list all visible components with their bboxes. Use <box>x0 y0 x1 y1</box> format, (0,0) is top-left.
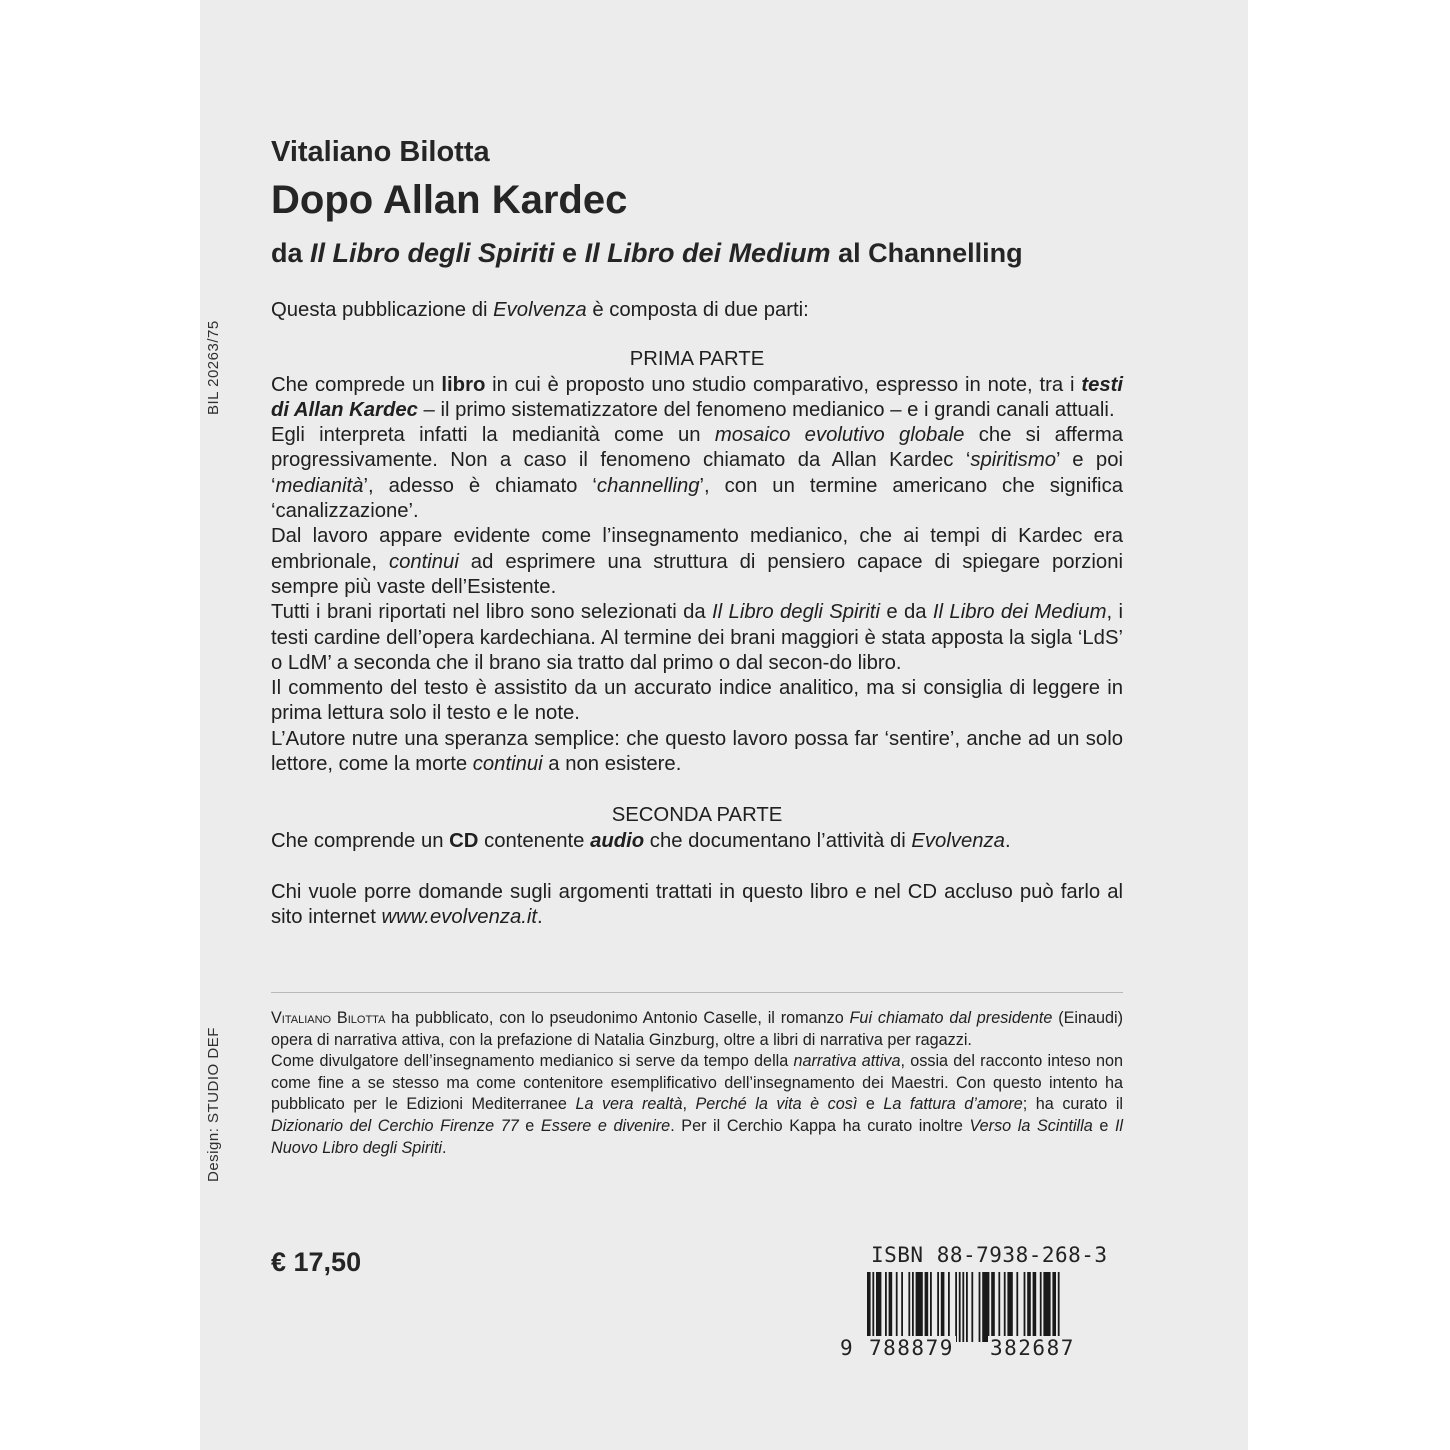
barcode-bar <box>971 1272 973 1342</box>
catalog-code: BIL 20263/75 <box>205 320 222 415</box>
barcode-right-digits: 382687 <box>990 1336 1075 1360</box>
book-title: Dopo Allan Kardec <box>271 178 628 222</box>
barcode-bar <box>1052 1272 1056 1342</box>
barcode-bar <box>925 1272 929 1342</box>
barcode-bar <box>955 1272 957 1342</box>
design-credit: Design: STUDIO DEF <box>205 1027 222 1182</box>
book-back-cover <box>200 0 1248 1450</box>
barcode-bar <box>1007 1272 1012 1342</box>
barcode-bar <box>998 1272 1000 1342</box>
barcode-bar <box>1043 1272 1050 1342</box>
barcode-bar <box>1033 1272 1037 1342</box>
barcode-bar <box>876 1272 881 1342</box>
barcode-bar <box>1040 1272 1042 1342</box>
barcode-bar <box>889 1272 893 1342</box>
author-bio <box>271 1008 1123 1159</box>
part-one-paragraph-5: Il commento del testo è assistito da un accurato indice analitico, ma si consiglia di leggere in prima lettura solo il testo e le note. <box>271 677 1123 725</box>
section-divider <box>271 992 1123 993</box>
price-label: € 17,50 <box>271 1247 362 1277</box>
barcode-bar <box>982 1272 989 1342</box>
barcode-bar <box>1024 1272 1026 1342</box>
contact-paragraph: Chi vuole porre domande sugli argomenti trattati in questo libro e nel CD accluso può farlo al sito internet www.evolvenza.it. <box>271 880 1123 929</box>
part-one-paragraph-4: Tutti i brani riportati nel libro sono selezionati da Il Libro degli Spiriti e da Il Libro dei Medium, i testi cardine dell’opera kardechiana. Al termine dei brani maggiori è stata apposta la sigla ‘LdS’ o LdM’ a seconda che il brano sia tratto dal primo o dal secon-do libro. <box>271 601 1123 674</box>
barcode-bar <box>966 1272 968 1342</box>
barcode-bar <box>941 1272 945 1342</box>
barcode-bar <box>901 1272 903 1342</box>
barcode-bar <box>896 1272 898 1342</box>
barcode-bar <box>1016 1272 1018 1342</box>
barcode-bar <box>948 1272 950 1342</box>
barcode-bar <box>912 1272 914 1342</box>
part-one-paragraph-3: Dal lavoro appare evidente come l’insegnamento medianico, che ai tempi di Kardec era embrionale, continui ad esprimere una struttura di pensiero capace di spiegare porzioni sempre più vaste dell’Esistente. <box>271 525 1123 598</box>
part-one-heading: PRIMA PARTE <box>629 348 765 371</box>
bio-paragraph-1: Vitaliano Bilotta ha pubblicato, con lo pseudonimo Antonio Caselle, il romanzo Fui chiamato dal presidente (Einaudi) opera di narrativa attiva, con la prefazione di Natalia Ginzburg, oltre a libri di narrativa per ragazzi. <box>271 1009 1123 1049</box>
barcode-bar <box>885 1272 887 1342</box>
barcode-bar <box>962 1272 964 1342</box>
author-name: Vitaliano Bilotta <box>271 136 490 168</box>
part-one-paragraph-6: L’Autore nutre una speranza semplice: che questo lavoro possa far ‘sentire’, anche ad un solo lettore, come la morte continui a non esistere. <box>271 727 1123 776</box>
book-subtitle: da Il Libro degli Spiriti e Il Libro dei Medium al Channelling <box>271 238 1023 268</box>
barcode-bar <box>1027 1272 1031 1342</box>
part-one-paragraph-1: Che comprede un libro in cui è proposto uno studio comparativo, espresso in note, tra i testi di Allan Kardec – il primo sistematizzatore del fenomeno medianico – e i grandi canali attuali. <box>271 373 1124 421</box>
description-body <box>271 298 1123 931</box>
bio-paragraph-2: Come divulgatore dell’insegnamento medianico si serve da tempo della narrativa attiva, ossia del racconto inteso non come fine a se stesso ma come contenitore esemplificativo dell’insegnamento dei Maestri. Con questo intento ha pubblicato per le Edizioni Mediterranee La vera realtà, Perché la vita è così e La fattura d’amore; ha curato il Dizionario del Cerchio Firenze 77 e Essere e divenire. Per il Cerchio Kappa ha curato inoltre Verso la Scintilla e Il Nuovo Libro degli Spiriti. <box>271 1052 1124 1157</box>
barcode-bar <box>979 1272 981 1342</box>
isbn-label: ISBN 88-7938-268-3 <box>871 1243 1108 1267</box>
barcode-bar <box>1004 1272 1006 1342</box>
barcode-first-digit: 9 <box>840 1336 853 1360</box>
barcode-bar <box>959 1272 961 1342</box>
barcode-bar <box>991 1272 995 1342</box>
part-two-paragraph: Che comprende un CD contenente audio che documentano l’attività di Evolvenza. <box>271 829 1011 852</box>
barcode-bar <box>930 1272 932 1342</box>
barcode-bar <box>908 1272 910 1342</box>
part-two-heading: SECONDA PARTE <box>611 804 783 827</box>
barcode-bar <box>937 1272 939 1342</box>
intro-paragraph: Questa pubblicazione di Evolvenza è composta di due parti: <box>271 299 809 321</box>
barcode-bar <box>916 1272 923 1342</box>
website-link: www.evolvenza.it <box>381 906 538 929</box>
barcode-left-digits: 788879 <box>869 1336 954 1360</box>
part-one-paragraph-2: Egli interpreta infatti la medianità come un mosaico evolutivo globale che si afferma progressivamente. Non a caso il fenomeno chiamato da Allan Kardec ‘spiritismo’ e poi ‘medianità’, adesso è chiamato ‘channelling’, con un termine americano che significa ‘canalizzazione’. <box>271 424 1123 523</box>
